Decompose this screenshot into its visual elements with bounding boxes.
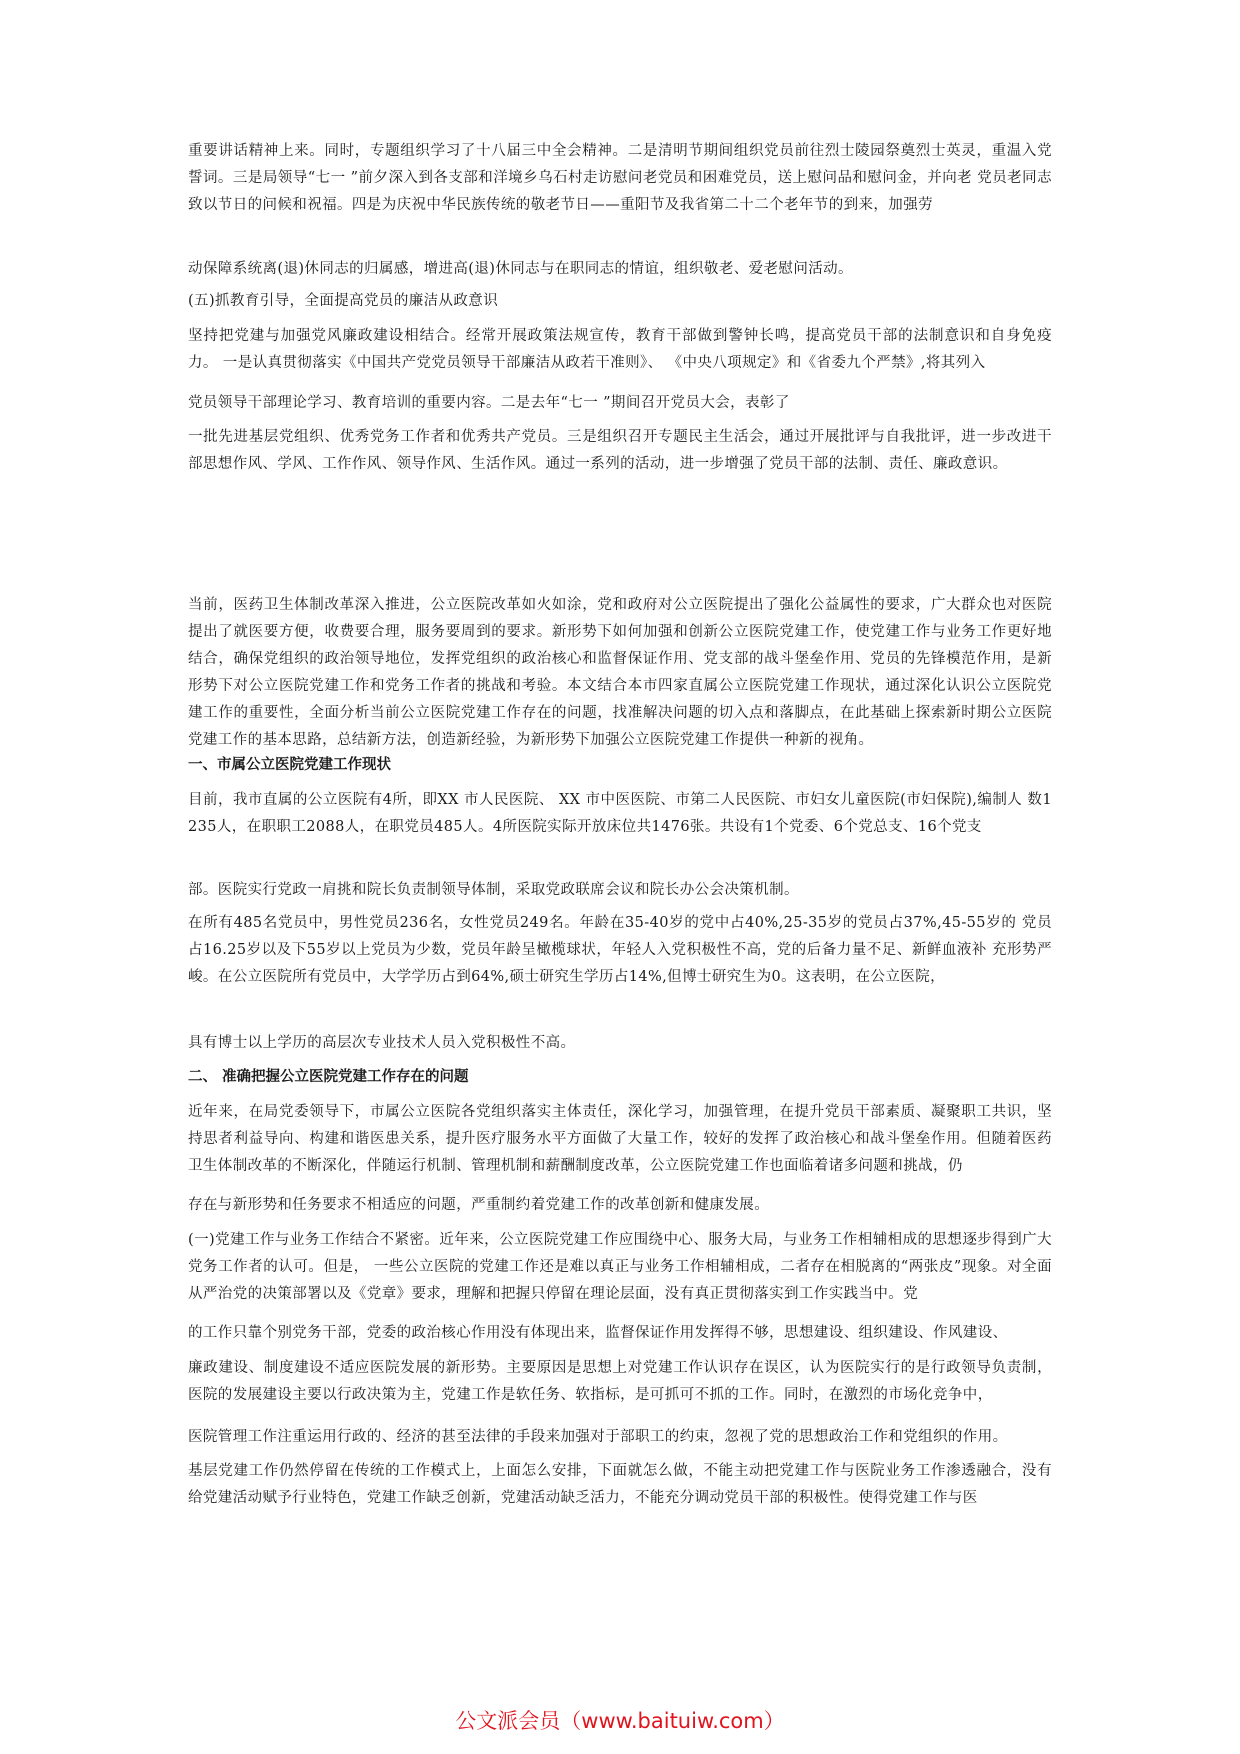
paragraph-12: (一)党建工作与业务工作结合不紧密。近年来，公立医院党建工作应围绕中心、服务大局，与业务工作相辅相成的思想逐步得到广大党务工作者的认可。但是， 一些公立医院的党建工作还是难以真正与业务工作相辅相成，二者存在相脱离的“两张皮”现象。对全面从严治党的决策部署以及《党章》要求，理解和把握只停留在理论层面，没有真正贯彻落实到工作实践当中。党 (188, 1232, 1052, 1302)
paragraph-intro: 当前，医药卫生体制改革深入推进，公立医院改革如火如涂，党和政府对公立医院提出了强化公益属性的要求，广大群众也对医院提出了就医要方便，收费要合理，服务要周到的要求。新形势下如何加强和创新公立医院党建工作，使党建工作与业务工作更好地结合，确保党组织的政治领导地位，发挥党组织的政治核心和监督保证作用、党支部的战斗堡垒作用、党员的先锋模范作用，是新形势下对公立医院党建工作和党务工作者的挑战和考验。本文结合本市四家直属公立医院党建工作现状，通过深化认识公立医院党建工作的重要性，全面分析当前公立医院党建工作存在的问题，找准解决问题的切入点和落脚点，在此基础上探索新时期公立医院党建工作的基本思路，总结新方法，创造新经验，为新形势下加强公立医院党建工作提供一种新的视角。 (188, 597, 1052, 748)
section-heading-1: 一、市属公立医院党建工作现状 (188, 757, 391, 773)
paragraph-15: 医院管理工作注重运用行政的、经济的甚至法律的手段来加强对于部职工的约束，忽视了党的思想政治工作和党组织的作用。 (188, 1429, 1008, 1445)
paragraph-2: 动保障系统离(退)休同志的归属感，增进高(退)休同志与在职同志的情谊，组织敬老、爱老慰问活动。 (188, 261, 853, 277)
paragraph-8: 在所有485名党员中，男性党员236名，女性党员249名。年龄在35-40岁的党中占40%,25-35岁的党员占37%,45-55岁的 党员占16.25岁以及下55岁以上党员为少数，党员年龄呈橄榄球状，年轻人入党积极性不高，党的后备力量不足、新鲜血液补 充形势严峻。在公立医院所有党员中，大学学历占到64%,硕士研究生学历占14%,但博士研究生为0。这表明，在公立医院， (188, 915, 1052, 985)
paragraph-11: 存在与新形势和任务要求不相适应的问题，严重制约着党建工作的改革创新和健康发展。 (188, 1197, 770, 1213)
paragraph-9: 具有博士以上学历的高层次专业技术人员入党积极性不高。 (188, 1035, 576, 1051)
paragraph-6: 目前，我市直属的公立医院有4所，即XX 市人民医院、 XX 市中医医院、市第二人民医院、市妇女儿童医院(市妇保院),编制人 数1235人，在职职工2088人，在职党员485人。4所医院实际开放床位共1476张。共设有1个党委、6个党总支、16个党支 (188, 792, 1052, 835)
section-heading-2: 二、 准确把握公立医院党建工作存在的问题 (188, 1069, 469, 1085)
paragraph-7: 部。医院实行党政一肩挑和院长负责制领导体制，采取党政联席会议和院长办公会决策机制。 (188, 882, 799, 898)
paragraph-5: 一批先进基层党组织、优秀党务工作者和优秀共产党员。三是组织召开专题民主生活会，通过开展批评与自我批评，进一步改进干部思想作风、学风、工作作风、领导作风、生活作风。通过一系列的活动，进一步增强了党员干部的法制、责任、廉政意识。 (188, 429, 1052, 472)
paragraph-1: 重要讲话精神上来。同时，专题组织学习了十八届三中全会精神。二是清明节期间组织党员前往烈士陵园祭奠烈士英灵，重温入党誓词。三是局领导“七一 ”前夕深入到各支部和洋境乡乌石村走访慰问老党员和困难党员，送上慰问品和慰问金，并向老 党员老同志致以节日的问候和祝福。四是为庆祝中华民族传统的敬老节日——重阳节及我省第二十二个老年节的到来，加强劳 (188, 143, 1052, 213)
section-subheading-5: (五)抓教育引导，全面提高党员的廉洁从政意识 (188, 293, 499, 309)
paragraph-4: 党员领导干部理论学习、教育培训的重要内容。二是去年“七一 ”期间召开党员大会，表彰了 (188, 395, 790, 411)
paragraph-10: 近年来，在局党委领导下，市属公立医院各党组织落实主体责任，深化学习，加强管理，在提升党员干部素质、凝聚职工共识，坚持思者利益导向、构建和谐医患关系，提升医疗服务水平方面做了大量工作，较好的发挥了政治核心和战斗堡垒作用。但随着医药卫生体制改革的不断深化，伴随运行机制、管理机制和薪酬制度改革，公立医院党建工作也面临着诸多问题和挑战，仍 (188, 1104, 1052, 1174)
paragraph-3: 坚持把党建与加强党风廉政建设相结合。经常开展政策法规宣传，教育干部做到警钟长鸣，提高党员干部的法制意识和自身免疫力。 一是认真贯彻落实《中国共产党党员领导干部廉洁从政若干准则》、 《中央八项规定》和《省委九个严禁》,将其列入 (188, 328, 1052, 371)
watermark-footer: 公文派会员（www.baituiw.com） (455, 1709, 785, 1733)
paragraph-16: 基层党建工作仍然停留在传统的工作模式上，上面怎么安排，下面就怎么做，不能主动把党建工作与医院业务工作渗透融合，没有给党建活动赋予行业特色，党建工作缺乏创新，党建活动缺乏活力，不能充分调动党员干部的积极性。使得党建工作与医 (188, 1463, 1052, 1506)
paragraph-14: 廉政建设、制度建设不适应医院发展的新形势。主要原因是思想上对党建工作认识存在误区，认为医院实行的是行政领导负责制，医院的发展建设主要以行政决策为主，党建工作是软任务、软指标，是可抓可不抓的工作。同时，在激烈的市场化竞争中， (188, 1360, 1052, 1403)
paragraph-13: 的工作只靠个别党务干部，党委的政治核心作用没有体现出来，监督保证作用发挥得不够，思想建设、组织建设、作风建设、 (188, 1325, 1008, 1341)
